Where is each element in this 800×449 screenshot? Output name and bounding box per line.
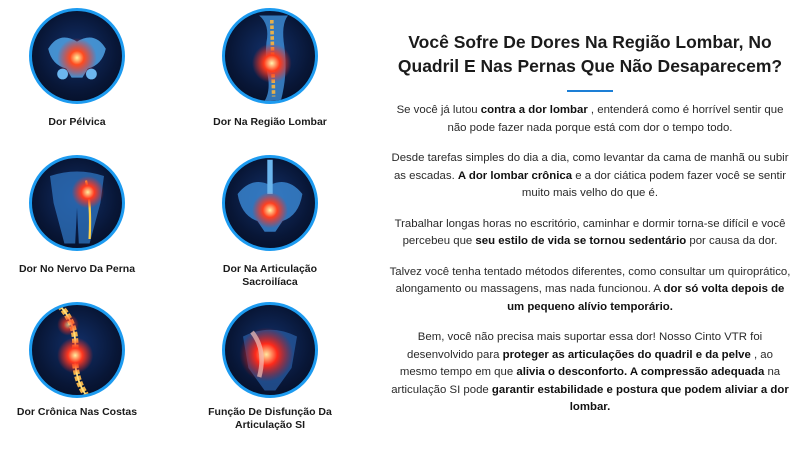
chronic-back-pain-icon xyxy=(29,302,125,398)
condition-label: Função De Disfunção Da Articulação SI xyxy=(208,406,332,431)
page-title: Você Sofre De Dores Na Região Lombar, No Quadril E Nas Pernas Que Não Desaparecem? xyxy=(397,32,783,76)
emphasis: contra a dor lombar xyxy=(480,104,588,116)
pelvis-pain-icon xyxy=(29,8,125,104)
info-panel xyxy=(388,30,792,430)
text: na articulação SI pode xyxy=(391,366,781,396)
text: por causa da dor. xyxy=(686,235,778,247)
text: , ao mesmo tempo em que xyxy=(399,348,773,378)
emphasis: dor só volta depois de um pequeno alívio temporário. xyxy=(507,283,785,313)
emphasis: proteger as articulações do quadril e da pelve xyxy=(502,348,751,361)
emphasis: alivia o desconforto. A compressão adequada xyxy=(516,366,765,378)
emphasis: seu estilo de vida se tornou sedentário xyxy=(475,235,687,247)
condition-label: Dor No Nervo Da Perna xyxy=(18,263,136,275)
emphasis: garantir estabilidade e postura que podem aliviar a dor lombar. xyxy=(491,383,789,413)
emphasis: A dor lombar crônica xyxy=(457,169,573,182)
text: Se você já lutou xyxy=(396,104,481,116)
paragraph-4 xyxy=(388,264,792,317)
text: Desde tarefas simples do dia a dia, como levantar da cama de manhã ou subir as escadas. xyxy=(391,152,789,182)
text: Bem, você não precisa mais suportar essa dor! Nosso Cinto VTR foi desenvolvido para xyxy=(407,331,763,361)
condition-label: Dor Crônica Nas Costas xyxy=(16,406,138,418)
condition-label: Dor Na Região Lombar xyxy=(213,116,327,128)
title-divider xyxy=(567,90,613,92)
paragraph-3 xyxy=(388,216,792,251)
text: Talvez você tenha tentado métodos diferentes, como consultar um quiroprático, alongamento ou massagens, mas nada funcionou. A xyxy=(389,265,791,295)
paragraph-1 xyxy=(388,102,792,137)
condition-label: Dor Na Articulação Sacroilíaca xyxy=(222,263,318,288)
condition-label: Dor Pélvica xyxy=(48,116,106,128)
paragraph-2 xyxy=(388,150,792,203)
conditions-grid xyxy=(0,0,370,449)
leg-nerve-pain-icon xyxy=(29,155,125,251)
lower-back-pain-icon xyxy=(222,8,318,104)
si-joint-dysfunction-icon xyxy=(222,302,318,398)
text: Trabalhar longas horas no escritório, caminhar e dormir torna-se difícil e você percebeu que xyxy=(394,217,786,247)
paragraph-5 xyxy=(388,329,792,417)
sacroiliac-joint-pain-icon xyxy=(222,155,318,251)
text: , entenderá como é horrível sentir que não pode fazer nada porque está com dor o tempo todo. xyxy=(447,104,784,134)
text: e a dor ciática podem fazer você se sentir muito mais velho do que é. xyxy=(521,169,787,199)
